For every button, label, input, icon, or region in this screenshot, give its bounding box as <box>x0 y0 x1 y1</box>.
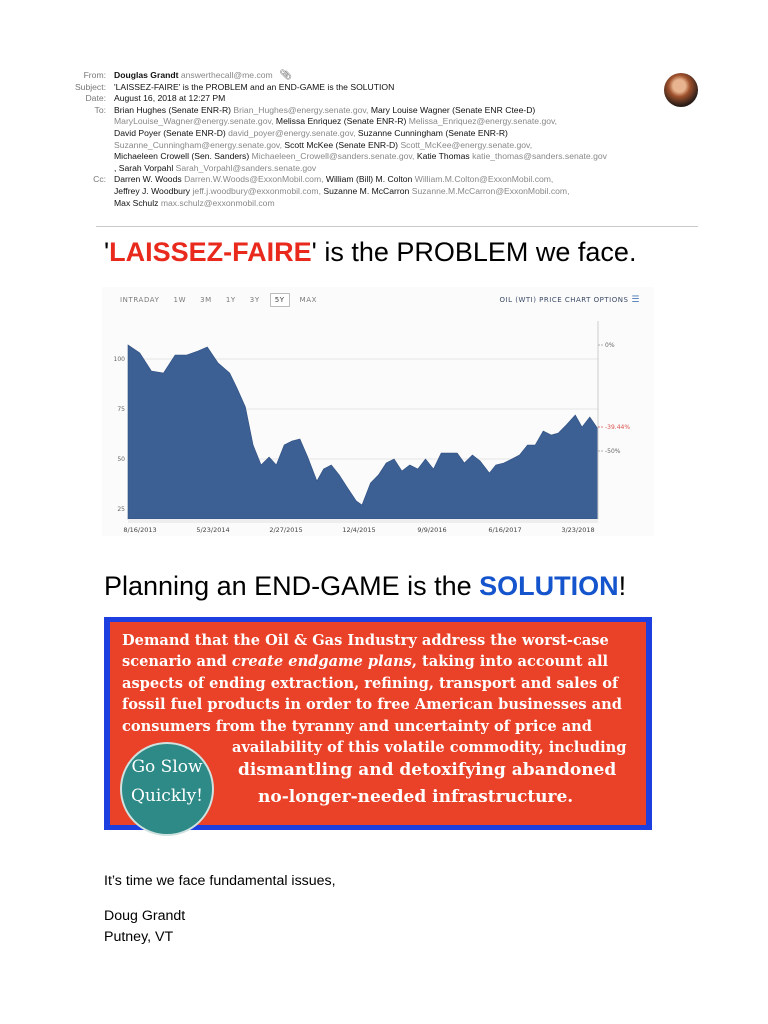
recipient-name[interactable]: Brian Hughes (Senate ENR-R) <box>114 104 232 115</box>
y-tick-label: 75 <box>117 406 125 413</box>
tab-1y[interactable]: 1Y <box>225 296 236 304</box>
demand-line: aspects of ending extraction, refining, transport and sales of <box>122 674 619 692</box>
endgame-emphasis: create endgame plans <box>231 653 412 671</box>
tab-intraday[interactable]: INTRADAY <box>120 296 160 304</box>
subject-text: 'LAISSEZ-FAIRE' is the PROBLEM and an END-GAME is the SOLUTION <box>114 81 395 92</box>
recipient-email[interactable]: david_poyer@energy.senate.gov, <box>228 128 356 138</box>
recipient-name[interactable]: , Sarah Vorpahl <box>114 162 174 173</box>
recipient-line <box>114 186 569 198</box>
y-tick-label: 100 <box>113 356 125 363</box>
recipient-line <box>114 163 316 175</box>
recipient-email[interactable]: max.schulz@exxonmobil.com <box>160 197 275 208</box>
recipient-name[interactable]: David Poyer (Senate ENR-D) <box>114 128 226 138</box>
signature-place: Putney, VT <box>104 929 174 945</box>
tab-max[interactable]: MAX <box>299 296 318 304</box>
from-name[interactable]: Douglas Grandt <box>114 70 179 80</box>
closing-line: It’s time we face fundamental issues, <box>104 873 336 889</box>
attachment-icon: 📎︎ <box>279 70 292 81</box>
oil-price-chart <box>102 287 654 536</box>
recipient-email[interactable]: Brian_Hughes@energy.senate.gov, <box>233 104 369 115</box>
recipient-email[interactable]: Sarah_Vorpahl@sanders.senate.gov <box>175 162 317 173</box>
chart-svg <box>102 287 654 536</box>
demand-line: consumers from the tyranny and uncertainty of price and <box>122 717 592 735</box>
demand-line: Demand that the Oil & Gas Industry address the worst-case <box>122 632 609 649</box>
x-tick-label: 5/23/2014 <box>196 526 230 534</box>
recipient-email[interactable]: William.M.Colton@ExxonMobil.com, <box>414 174 554 185</box>
x-tick-label: 12/4/2015 <box>342 526 376 534</box>
chart-options[interactable] <box>500 295 640 305</box>
demand-line: dismantling and detoxifying abandoned <box>238 760 617 781</box>
recipient-email[interactable]: Darren.W.Woods@ExxonMobil.com, <box>184 174 324 185</box>
right-axis-label: -50% <box>605 448 621 455</box>
recipient-line <box>114 116 557 128</box>
recipient-name[interactable]: Scott McKee (Senate ENR-D) <box>284 139 399 150</box>
go-slow-badge <box>120 742 214 836</box>
chart-options-label[interactable]: OIL (WTI) PRICE CHART OPTIONS <box>499 296 629 304</box>
from-email[interactable]: answerthecall@me.com <box>180 70 273 80</box>
demand-line: scenario and create endgame plans, taking into account all <box>122 653 609 671</box>
recipient-name[interactable]: Katie Thomas <box>416 151 470 162</box>
recipient-name[interactable]: Max Schulz <box>114 197 159 208</box>
x-tick-label: 6/16/2017 <box>488 526 522 534</box>
recipient-email[interactable]: Melissa_Enriquez@energy.senate.gov, <box>408 116 558 127</box>
recipient-name[interactable]: Darren W. Woods <box>114 174 182 185</box>
from-label: From: <box>83 70 106 80</box>
x-tick-label: 3/23/2018 <box>561 526 595 534</box>
recipient-email[interactable]: Michaeleen_Crowell@sanders.senate.gov, <box>251 151 415 162</box>
recipient-line <box>114 198 275 210</box>
recipient-name[interactable]: William (Bill) M. Colton <box>325 174 413 185</box>
tab-3m[interactable]: 3M <box>200 296 212 304</box>
demand-line: fossil fuel products in order to free American businesses and <box>122 696 622 714</box>
recipient-email[interactable]: Suzanne_Cunningham@energy.senate.gov, <box>114 139 282 150</box>
badge-line: Go Slow <box>131 757 203 777</box>
recipient-email[interactable]: jeff.j.woodbury@exxonmobil.com, <box>192 186 321 196</box>
recipient-name[interactable]: Mary Louise Wagner (Senate ENR Ctee-D) <box>370 104 536 115</box>
recipient-line <box>114 128 508 140</box>
signature-name: Doug Grandt <box>104 908 186 924</box>
y-tick-label: 25 <box>117 506 125 513</box>
x-axis-band <box>128 519 598 523</box>
recipient-email[interactable]: MaryLouise_Wagner@energy.senate.gov, <box>114 116 274 127</box>
subject-label: Subject: <box>74 81 106 92</box>
right-axis-label: 0% <box>605 342 615 349</box>
divider <box>96 226 698 227</box>
tab-3y[interactable]: 3Y <box>249 296 260 304</box>
badge-line: Quickly! <box>130 786 204 806</box>
headline-solution: Planning an END-GAME is the SOLUTION! <box>104 571 627 601</box>
range-tabs <box>116 293 327 307</box>
x-tick-label: 9/9/2016 <box>417 526 447 534</box>
demand-line: no-longer-needed infrastructure. <box>258 787 574 808</box>
recipient-name[interactable]: Jeffrey J. Woodbury <box>114 186 191 196</box>
hamburger-icon[interactable]: ☰ <box>631 295 640 305</box>
recipient-name[interactable]: Suzanne Cunningham (Senate ENR-R) <box>357 128 508 138</box>
recipient-line <box>114 140 532 152</box>
recipient-name[interactable]: Michaeleen Crowell (Sen. Sanders) <box>114 151 250 162</box>
to-label: To: <box>94 104 106 115</box>
tab-1w[interactable]: 1W <box>173 296 187 304</box>
demand-line: availability of this volatile commodity, including <box>232 739 627 757</box>
x-tick-label: 8/16/2013 <box>123 526 157 534</box>
avatar <box>664 73 698 107</box>
recipient-email[interactable]: Suzanne.M.McCarron@ExxonMobil.com, <box>411 186 570 196</box>
recipient-name[interactable]: Suzanne M. McCarron <box>323 186 410 196</box>
x-tick-label: 2/27/2015 <box>269 526 303 534</box>
price-area <box>128 345 598 519</box>
solution-text: SOLUTION <box>479 571 619 601</box>
laissez-faire-text: LAISSEZ-FAIRE <box>109 237 312 267</box>
recipient-name[interactable]: Melissa Enriquez (Senate ENR-R) <box>275 116 407 127</box>
recipient-email[interactable]: Scott_McKee@energy.senate.gov, <box>400 139 533 150</box>
recipient-line <box>114 151 607 163</box>
recipient-line <box>114 174 553 186</box>
date-text: August 16, 2018 at 12:27 PM <box>114 93 226 104</box>
right-axis-label: -39.44% <box>605 424 631 431</box>
date-label: Date: <box>85 93 106 104</box>
recipient-email[interactable]: katie_thomas@sanders.senate.gov <box>472 151 607 162</box>
cc-label: Cc: <box>93 174 106 185</box>
tab-5y[interactable]: 5Y <box>270 293 290 307</box>
y-tick-label: 50 <box>117 456 125 463</box>
recipient-line <box>114 105 535 117</box>
headline-problem: 'LAISSEZ-FAIRE' is the PROBLEM we face. <box>104 237 637 267</box>
